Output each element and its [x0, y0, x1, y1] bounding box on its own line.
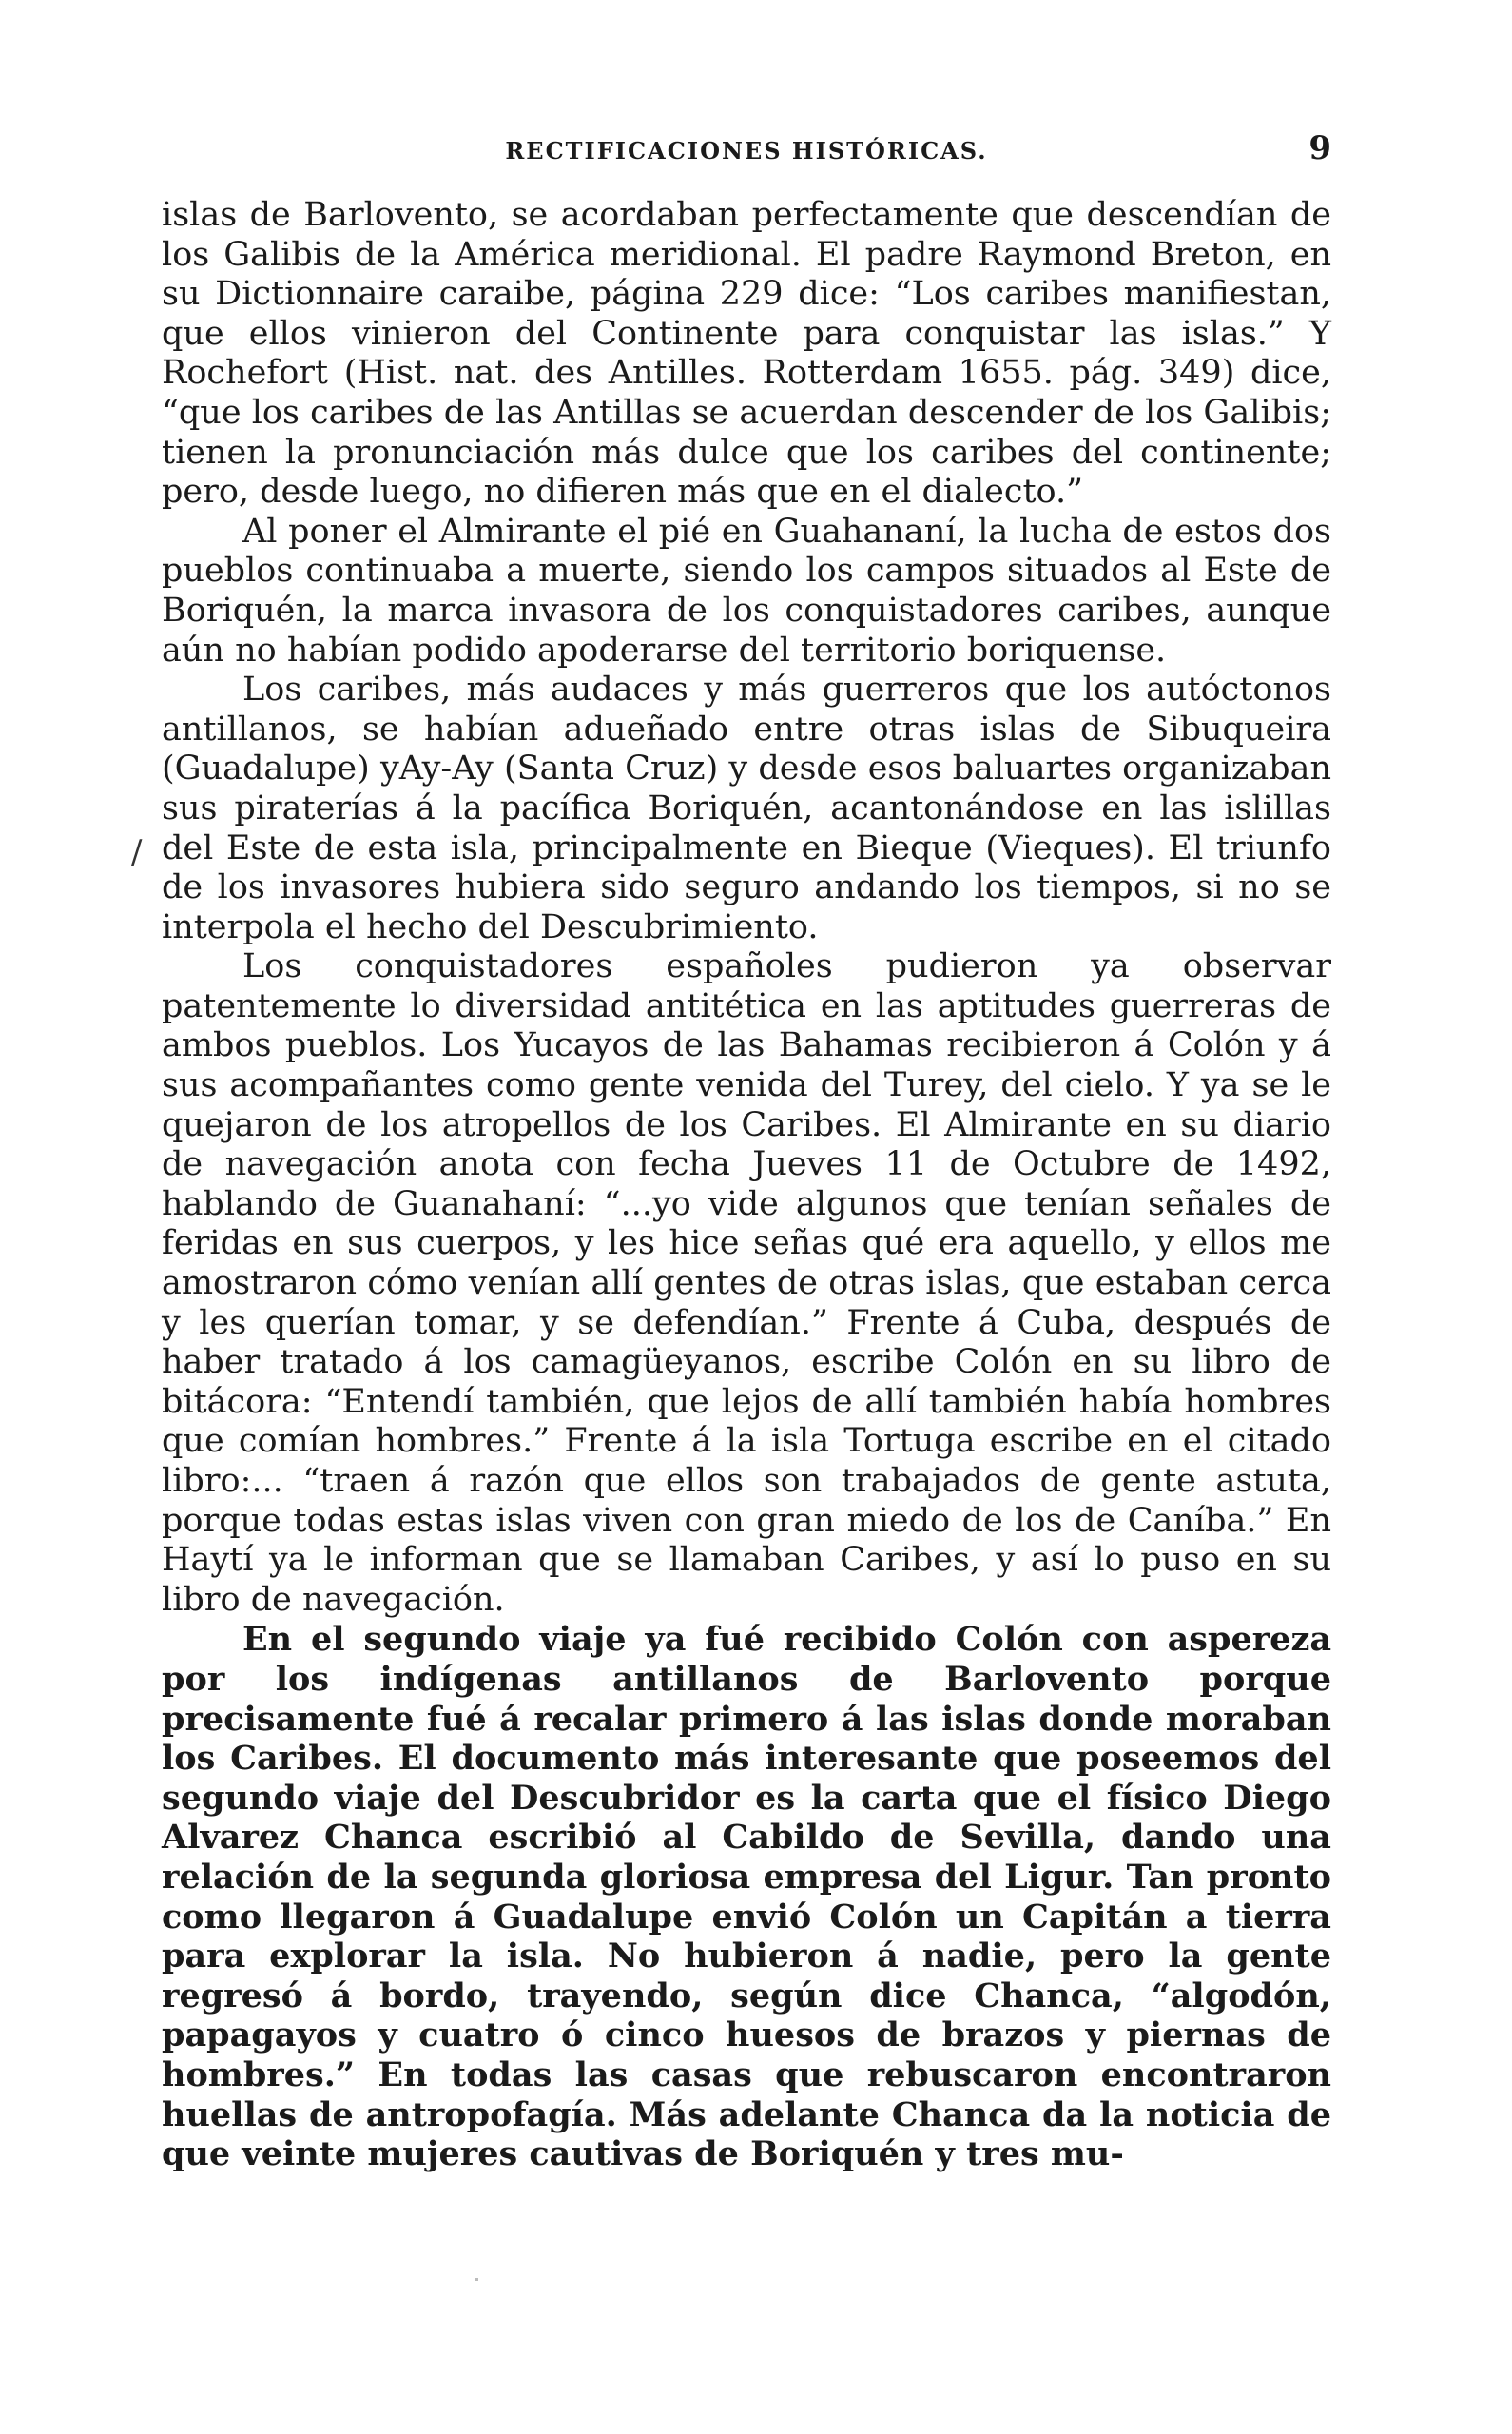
margin-mark: / — [131, 833, 143, 871]
paragraph-4: Los conquistadores españoles pudieron ya observar patentemente lo diversidad antitética en las aptitudes guerreras de ambos pueblos. Los Yucayos de las Bahamas recibieron á Colón y á sus acompañantes como gente venida del Turey, del cielo. Y ya se le quejaron de los atropellos de los Caribes. El Almirante en su diario de navegación anota con fecha Jueves 11 de Octubre de 1492, hablando de Guanahaní: “...yo vide algunos que tenían señales de feridas en sus cuerpos, y les hice señas qué era aquello, y ellos me amostraron cómo venían allí gentes de otras islas, que estaban cerca y les querían tomar, y se defendían.” Frente á Cuba, después de haber tratado á los camagüeyanos, escribe Colón en su libro de bitácora: “Entendí también, que lejos de allí también había hombres que comían hombres.” Frente á la isla Tortuga escribe en el citado libro:... “traen á razón que ellos son trabajados de gente astuta, porque todas estas islas viven con gran miedo de los de Caníba.” En Haytí ya le informan que se llamaban Caribes, y así lo puso en su libro de navegación. — [162, 947, 1331, 1619]
book-page — [162, 124, 1331, 2174]
paragraph-5: En el segundo viaje ya fué recibido Colón con aspereza por los indígenas antillanos de Barlovento porque precisamente fué á recalar primero á las islas donde moraban los Caribes. El documento más interesante que poseemos del segundo viaje del Descubridor es la carta que el físico Diego Alvarez Chanca escribió al Cabildo de Sevilla, dando una relación de la segunda gloriosa empresa del Ligur. Tan pronto como llegaron á Guadalupe envió Colón un Capitán a tierra para explorar la isla. No hubieron á nadie, pero la gente regresó á bordo, trayendo, según dice Chanca, “algodón, papagayos y cuatro ó cinco huesos de brazos y piernas de hombres.” En todas las casas que rebuscaron encontraron huellas de antropofagía. Más adelante Chanca da la noticia de que veinte mujeres cautivas de Boriquén y tres mu- — [162, 1620, 1331, 2174]
body-text — [162, 196, 1331, 2174]
paragraph-2: Al poner el Almirante el pié en Guahananí, la lucha de estos dos pueblos continuaba a muerte, siendo los campos situados al Este de Boriquén, la marca invasora de los conquistadores caribes, aunque aún no habían podido apoderarse del territorio boriquense. — [162, 512, 1331, 670]
running-title: RECTIFICACIONES HISTÓRICAS. — [505, 137, 988, 165]
paragraph-1: islas de Barlovento, se acordaban perfectamente que descendían de los Galibis de la América meridional. El padre Raymond Breton, en su Dictionnaire caraibe, página 229 dice: “Los caribes manifiestan, que ellos vinieron del Continente para conquistar las islas.” Y Rochefort (Hist. nat. des Antilles. Rotterdam 1655. pág. 349) dice, “que los caribes de las Antillas se acuerdan descender de los Galibis; tienen la pronunciación más dulce que los caribes del continente; pero, desde luego, no difieren más que en el dialecto.” — [162, 196, 1331, 512]
paragraph-3: Los caribes, más audaces y más guerreros que los autóctonos antillanos, se habían adueñado entre otras islas de Sibuqueira (Guadalupe) yAy-Ay (Santa Cruz) y desde esos baluartes organizaban sus piraterías á la pacífica Boriquén, acantonándose en las islillas del Este de esta isla, principalmente en Bieque (Vieques). El triunfo de los invasores hubiera sido seguro andando los tiempos, si no se interpola el hecho del Descubrimiento. — [162, 671, 1331, 946]
page-number: 9 — [1308, 129, 1331, 167]
running-header — [162, 124, 1331, 171]
paper-speck — [475, 2278, 478, 2281]
